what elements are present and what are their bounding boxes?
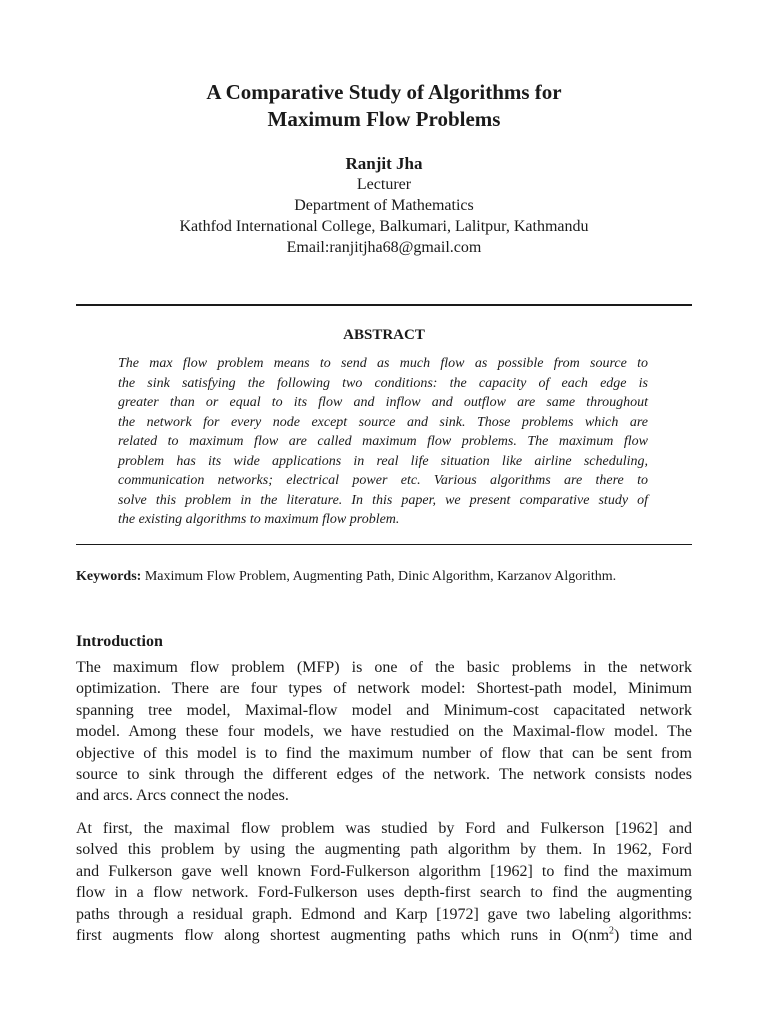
abstract-line: The max flow problem means to send as much flow as possible from source to xyxy=(118,356,648,371)
title-line-2: Maximum Flow Problems xyxy=(267,107,501,131)
author-name: Ranjit Jha xyxy=(345,154,423,173)
keywords-label: Keywords: xyxy=(76,569,142,584)
superscript-exponent: 2 xyxy=(609,925,615,937)
paragraph-line: spanning tree model, Maximal-flow model and Minimum-cost capacitated network xyxy=(76,701,692,719)
top-divider xyxy=(76,304,692,306)
introduction-paragraph-2 xyxy=(76,818,692,946)
paragraph-line: model. Among these four models, we have restudied on the Maximal-flow model. The xyxy=(76,723,692,741)
line-text-before: first augments flow along shortest augmenting paths which runs in O(nm xyxy=(76,927,610,945)
abstract-line: problem has its wide applications in real life situation like airline scheduling, xyxy=(118,453,648,469)
abstract-line: communication networks; electrical power etc. Various algorithms are there to xyxy=(118,473,648,488)
abstract-line: greater than or equal to its flow and inflow and outflow are same throughout xyxy=(118,395,648,410)
abstract-body xyxy=(118,354,648,530)
author-block xyxy=(0,153,768,258)
paragraph-line: source to sink through the different edges of the network. The network consists nodes xyxy=(76,766,692,784)
paragraph-line: solved this problem by using the augmenting path algorithm by them. In 1962, Ford xyxy=(76,841,692,859)
paragraph-line: At first, the maximal flow problem was studied by Ford and Fulkerson [1962] and xyxy=(76,820,692,837)
abstract-heading: ABSTRACT xyxy=(343,327,425,343)
abstract-divider xyxy=(76,544,692,545)
paragraph-line: flow in a flow network. Ford-Fulkerson uses depth-first search to find the augmenting xyxy=(76,884,692,902)
abstract-line: the network for every node except source and sink. Those problems which are xyxy=(118,414,648,430)
author-institution: Kathfod International College, Balkumari, Lalitpur, Kathmandu xyxy=(179,218,589,235)
paragraph-line: and arcs. Arcs connect the nodes. xyxy=(76,787,289,805)
paragraph-line-with-superscript xyxy=(76,925,692,946)
paragraph-line: objective of this model is to find the maximum number of flow that can be sent from xyxy=(76,744,692,762)
abstract-line: the existing algorithms to maximum flow problem. xyxy=(118,512,400,527)
author-department: Department of Mathematics xyxy=(294,197,474,214)
paragraph-line: The maximum flow problem (MFP) is one of the basic problems in the network xyxy=(76,659,692,676)
line-text-after: ) time and xyxy=(614,927,693,945)
keywords-text: Maximum Flow Problem, Augmenting Path, Dinic Algorithm, Karzanov Algorithm. xyxy=(141,569,617,584)
introduction-paragraph-1 xyxy=(76,657,692,807)
abstract-line: related to maximum flow are called maximum flow problems. The maximum flow xyxy=(118,434,648,449)
paragraph-line: paths through a residual graph. Edmond and Karp [1972] gave two labeling algorithms: xyxy=(76,905,692,923)
paragraph-line: and Fulkerson gave well known Ford-Fulkerson algorithm [1962] to find the maximum xyxy=(76,862,692,880)
paper-title xyxy=(0,79,768,133)
introduction-heading: Introduction xyxy=(76,633,163,650)
abstract-line: solve this problem in the literature. In this paper, we present comparative study of xyxy=(118,492,648,508)
abstract-line: the sink satisfying the following two conditions: the capacity of each edge is xyxy=(118,375,648,391)
title-line-1: A Comparative Study of Algorithms for xyxy=(206,80,562,104)
author-email: Email:ranjitjha68@gmail.com xyxy=(286,239,482,256)
paragraph-line: optimization. There are four types of network model: Shortest-path model, Minimum xyxy=(76,680,692,698)
author-position: Lecturer xyxy=(356,176,412,193)
keywords xyxy=(76,567,716,587)
